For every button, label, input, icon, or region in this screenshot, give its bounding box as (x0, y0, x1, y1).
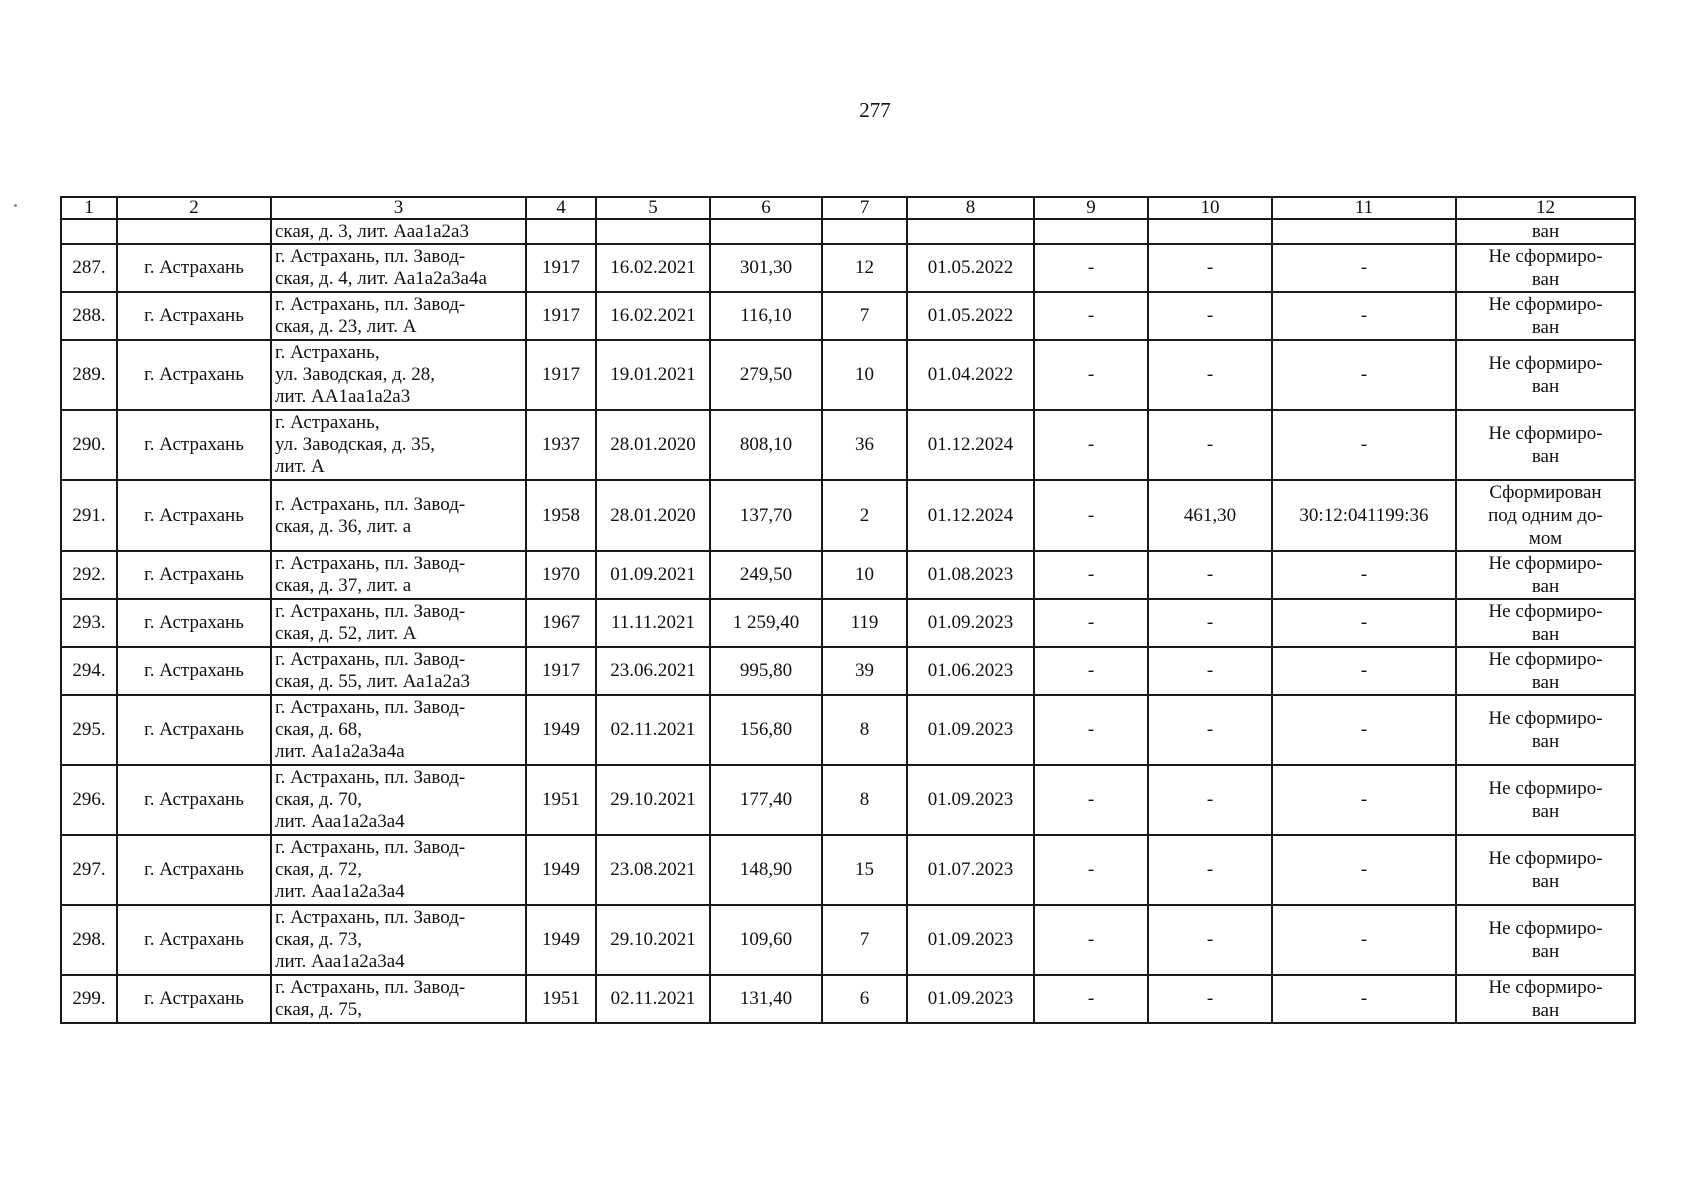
column-10-cell (1148, 219, 1272, 244)
column-10-cell: - (1148, 551, 1272, 599)
cadastral-number-cell: - (1272, 599, 1456, 647)
address-cell-line: г. Астрахань, пл. Завод- (275, 907, 466, 928)
year-cell: 1917 (526, 244, 596, 292)
cadastral-number-cell: - (1272, 410, 1456, 480)
status-cell-line: ван (1531, 801, 1560, 822)
address-cell-line: ская, д. 70, (275, 789, 362, 810)
planned-date-cell (907, 219, 1034, 244)
row-number: 287. (61, 244, 117, 292)
year-cell: 1970 (526, 551, 596, 599)
planned-date-cell: 01.09.2023 (907, 905, 1034, 975)
address-cell-line: г. Астрахань, пл. Завод- (275, 493, 466, 515)
residents-cell: 7 (822, 905, 907, 975)
area-cell: 279,50 (710, 340, 822, 410)
year-cell: 1949 (526, 695, 596, 765)
status-cell-line: ван (1531, 871, 1560, 892)
column-10-cell: - (1148, 835, 1272, 905)
area-cell: 249,50 (710, 551, 822, 599)
city-cell: г. Астрахань (117, 647, 271, 695)
recognition-date-cell: 23.06.2021 (596, 647, 710, 695)
address-cell-line: г. Астрахань, пл. Завод- (275, 767, 466, 788)
cadastral-number-cell: - (1272, 905, 1456, 975)
scan-mark (14, 204, 17, 207)
table-row (61, 480, 1635, 551)
status-cell-line: ван (1531, 446, 1560, 467)
address-cell-line: ская, д. 72, (275, 859, 362, 880)
city-cell: г. Астрахань (117, 480, 271, 551)
status-cell-line: ван (1531, 941, 1560, 962)
planned-date-cell: 01.09.2023 (907, 599, 1034, 647)
residents-cell: 39 (822, 647, 907, 695)
status-cell-line: мом (1528, 528, 1563, 549)
table-row (61, 551, 1635, 599)
row-number: 292. (61, 551, 117, 599)
row-number: 290. (61, 410, 117, 480)
status-cell (1456, 551, 1635, 599)
year-cell: 1949 (526, 905, 596, 975)
column-9-cell: - (1034, 244, 1148, 292)
city-cell: г. Астрахань (117, 765, 271, 835)
status-cell (1456, 410, 1635, 480)
city-cell: г. Астрахань (117, 244, 271, 292)
status-cell (1456, 765, 1635, 835)
address-cell (271, 340, 526, 410)
page-number: 277 (859, 98, 891, 122)
address-cell (271, 835, 526, 905)
status-cell-line: Не сформиро- (1488, 977, 1603, 998)
recognition-date-cell: 02.11.2021 (596, 695, 710, 765)
status-cell-line: Не сформиро- (1488, 553, 1603, 574)
year-cell: 1937 (526, 410, 596, 480)
table-row (61, 647, 1635, 695)
column-9-cell: - (1034, 599, 1148, 647)
status-cell-line: ван (1531, 624, 1560, 645)
residents-cell: 36 (822, 410, 907, 480)
address-cell-line: г. Астрахань, пл. Завод- (275, 977, 466, 998)
column-9-cell: - (1034, 410, 1148, 480)
recognition-date-cell: 28.01.2020 (596, 480, 710, 551)
column-9-cell: - (1034, 835, 1148, 905)
recognition-date-cell: 29.10.2021 (596, 905, 710, 975)
status-cell-line: ван (1531, 731, 1560, 752)
status-cell-line: под одним до- (1488, 505, 1603, 526)
address-cell (271, 292, 526, 340)
column-10-cell: - (1148, 410, 1272, 480)
column-9-cell: - (1034, 765, 1148, 835)
address-cell-line: ул. Заводская, д. 35, (275, 434, 436, 455)
status-cell-line: Не сформиро- (1488, 848, 1603, 869)
address-cell (271, 975, 526, 1023)
column-header: 1 (61, 197, 117, 219)
recognition-date-cell: 16.02.2021 (596, 292, 710, 340)
column-10-cell: - (1148, 292, 1272, 340)
year-cell: 1951 (526, 975, 596, 1023)
address-cell-line: ская, д. 36, лит. а (275, 515, 412, 537)
residents-cell: 10 (822, 551, 907, 599)
residents-cell: 2 (822, 480, 907, 551)
recognition-date-cell: 23.08.2021 (596, 835, 710, 905)
row-number (61, 219, 117, 244)
address-cell-line: ул. Заводская, д. 28, (275, 364, 436, 385)
row-number: 296. (61, 765, 117, 835)
status-cell (1456, 340, 1635, 410)
row-number: 298. (61, 905, 117, 975)
cadastral-number-cell: - (1272, 765, 1456, 835)
status-cell (1456, 647, 1635, 695)
year-cell (526, 219, 596, 244)
address-cell-line: г. Астрахань, (275, 412, 380, 433)
column-10-cell: - (1148, 695, 1272, 765)
column-header: 8 (907, 197, 1034, 219)
row-number: 288. (61, 292, 117, 340)
year-cell: 1951 (526, 765, 596, 835)
row-number: 291. (61, 480, 117, 551)
city-cell: г. Астрахань (117, 905, 271, 975)
area-cell: 137,70 (710, 480, 822, 551)
city-cell (117, 219, 271, 244)
table-row (61, 292, 1635, 340)
address-cell-line: г. Астрахань, пл. Завод- (275, 837, 466, 858)
recognition-date-cell: 29.10.2021 (596, 765, 710, 835)
status-cell (1456, 695, 1635, 765)
area-cell: 995,80 (710, 647, 822, 695)
address-cell-line: ская, д. 3, лит. Ааа1а2а3 (275, 220, 469, 242)
address-cell-line: лит. АА1аа1а2а3 (275, 386, 411, 407)
table-row (61, 975, 1635, 1023)
status-cell-line: Не сформиро- (1488, 778, 1603, 799)
address-cell (271, 410, 526, 480)
year-cell: 1958 (526, 480, 596, 551)
row-number: 289. (61, 340, 117, 410)
area-cell: 301,30 (710, 244, 822, 292)
table-row (61, 599, 1635, 647)
residents-cell: 8 (822, 695, 907, 765)
status-cell-line: ван (1531, 269, 1560, 290)
area-cell (710, 219, 822, 244)
status-cell-line: Не сформиро- (1488, 246, 1603, 267)
address-cell (271, 599, 526, 647)
area-cell: 116,10 (710, 292, 822, 340)
row-number: 293. (61, 599, 117, 647)
column-9-cell: - (1034, 551, 1148, 599)
status-cell-line: Не сформиро- (1488, 294, 1603, 315)
column-header: 11 (1272, 197, 1456, 219)
column-header: 6 (710, 197, 822, 219)
status-cell-line: ван (1531, 672, 1560, 693)
status-cell (1456, 599, 1635, 647)
column-10-cell: - (1148, 599, 1272, 647)
residents-cell: 15 (822, 835, 907, 905)
table-row (61, 695, 1635, 765)
table-row (61, 244, 1635, 292)
status-cell-line: ван (1531, 317, 1560, 338)
city-cell: г. Астрахань (117, 340, 271, 410)
column-10-cell: - (1148, 765, 1272, 835)
address-cell (271, 219, 526, 244)
address-cell-line: лит. Ааа1а2а3а4 (275, 811, 405, 832)
status-cell-line: ван (1531, 376, 1560, 397)
address-cell (271, 695, 526, 765)
column-header: 4 (526, 197, 596, 219)
row-number: 299. (61, 975, 117, 1023)
address-cell-line: г. Астрахань, пл. Завод- (275, 697, 466, 718)
year-cell: 1917 (526, 292, 596, 340)
table-row (61, 905, 1635, 975)
address-cell-line: лит. А (275, 456, 325, 477)
planned-date-cell: 01.12.2024 (907, 480, 1034, 551)
address-cell (271, 905, 526, 975)
city-cell: г. Астрахань (117, 292, 271, 340)
recognition-date-cell (596, 219, 710, 244)
planned-date-cell: 01.09.2023 (907, 765, 1034, 835)
address-cell-line: ская, д. 73, (275, 929, 362, 950)
column-number-header-row (61, 197, 1635, 219)
planned-date-cell: 01.08.2023 (907, 551, 1034, 599)
planned-date-cell: 01.09.2023 (907, 695, 1034, 765)
address-cell (271, 647, 526, 695)
column-9-cell: - (1034, 340, 1148, 410)
address-cell-line: лит. Ааа1а2а3а4 (275, 951, 405, 972)
column-9-cell: - (1034, 695, 1148, 765)
planned-date-cell: 01.07.2023 (907, 835, 1034, 905)
planned-date-cell: 01.05.2022 (907, 292, 1034, 340)
column-9-cell (1034, 219, 1148, 244)
address-cell-line: ская, д. 23, лит. А (275, 316, 417, 337)
area-cell: 1 259,40 (710, 599, 822, 647)
status-cell-line: Не сформиро- (1488, 708, 1603, 729)
column-header: 10 (1148, 197, 1272, 219)
recognition-date-cell: 16.02.2021 (596, 244, 710, 292)
address-cell (271, 244, 526, 292)
status-cell-line: ван (1531, 221, 1560, 242)
row-number: 297. (61, 835, 117, 905)
cadastral-number-cell: - (1272, 551, 1456, 599)
city-cell: г. Астрахань (117, 975, 271, 1023)
year-cell: 1967 (526, 599, 596, 647)
year-cell: 1917 (526, 647, 596, 695)
city-cell: г. Астрахань (117, 599, 271, 647)
column-header: 5 (596, 197, 710, 219)
address-cell (271, 551, 526, 599)
cadastral-number-cell: - (1272, 695, 1456, 765)
column-10-cell: - (1148, 647, 1272, 695)
table-row (61, 765, 1635, 835)
status-cell (1456, 480, 1635, 551)
planned-date-cell: 01.06.2023 (907, 647, 1034, 695)
address-cell-line: г. Астрахань, (275, 342, 380, 363)
address-cell-line: г. Астрахань, пл. Завод- (275, 649, 466, 670)
cadastral-number-cell: - (1272, 292, 1456, 340)
status-cell-line: Не сформиро- (1488, 918, 1603, 939)
residents-cell (822, 219, 907, 244)
column-9-cell: - (1034, 975, 1148, 1023)
column-10-cell: - (1148, 244, 1272, 292)
table-row (61, 219, 1635, 244)
residents-cell: 12 (822, 244, 907, 292)
address-cell-line: г. Астрахань, пл. Завод- (275, 601, 466, 622)
recognition-date-cell: 01.09.2021 (596, 551, 710, 599)
status-cell-line: Не сформиро- (1488, 601, 1603, 622)
address-cell-line: ская, д. 68, (275, 719, 362, 740)
residents-cell: 7 (822, 292, 907, 340)
column-10-cell: - (1148, 905, 1272, 975)
address-cell-line: г. Астрахань, пл. Завод- (275, 294, 466, 315)
year-cell: 1949 (526, 835, 596, 905)
address-cell-line: г. Астрахань, пл. Завод- (275, 553, 466, 574)
address-cell (271, 480, 526, 551)
address-cell-line: г. Астрахань, пл. Завод- (275, 246, 466, 267)
residents-cell: 10 (822, 340, 907, 410)
area-cell: 156,80 (710, 695, 822, 765)
recognition-date-cell: 02.11.2021 (596, 975, 710, 1023)
residents-cell: 119 (822, 599, 907, 647)
status-cell-line: ван (1531, 1000, 1560, 1021)
residents-cell: 6 (822, 975, 907, 1023)
row-number: 294. (61, 647, 117, 695)
column-10-cell: - (1148, 340, 1272, 410)
cadastral-number-cell (1272, 219, 1456, 244)
status-cell (1456, 292, 1635, 340)
cadastral-number-cell: - (1272, 835, 1456, 905)
year-cell: 1917 (526, 340, 596, 410)
status-cell-line: Не сформиро- (1488, 423, 1603, 444)
column-9-cell: - (1034, 905, 1148, 975)
city-cell: г. Астрахань (117, 551, 271, 599)
column-header: 7 (822, 197, 907, 219)
address-cell-line: ская, д. 4, лит. Аа1а2а3а4а (275, 268, 487, 289)
recognition-date-cell: 11.11.2021 (596, 599, 710, 647)
column-header: 2 (117, 197, 271, 219)
address-cell-line: ская, д. 52, лит. А (275, 623, 417, 644)
registry-table (60, 196, 1636, 1024)
column-9-cell: - (1034, 480, 1148, 551)
recognition-date-cell: 19.01.2021 (596, 340, 710, 410)
address-cell-line: ская, д. 37, лит. а (275, 575, 412, 596)
row-number: 295. (61, 695, 117, 765)
area-cell: 808,10 (710, 410, 822, 480)
status-cell (1456, 835, 1635, 905)
address-cell-line: лит. Аа1а2а3а4а (275, 741, 405, 762)
address-cell-line: лит. Ааа1а2а3а4 (275, 881, 405, 902)
city-cell: г. Астрахань (117, 410, 271, 480)
area-cell: 131,40 (710, 975, 822, 1023)
planned-date-cell: 01.04.2022 (907, 340, 1034, 410)
status-cell (1456, 975, 1635, 1023)
status-cell (1456, 219, 1635, 244)
column-header: 12 (1456, 197, 1635, 219)
cadastral-number-cell: - (1272, 340, 1456, 410)
table-row (61, 340, 1635, 410)
cadastral-number-cell: - (1272, 647, 1456, 695)
area-cell: 177,40 (710, 765, 822, 835)
planned-date-cell: 01.05.2022 (907, 244, 1034, 292)
recognition-date-cell: 28.01.2020 (596, 410, 710, 480)
address-cell (271, 765, 526, 835)
city-cell: г. Астрахань (117, 835, 271, 905)
area-cell: 148,90 (710, 835, 822, 905)
column-10-cell: - (1148, 975, 1272, 1023)
column-9-cell: - (1034, 647, 1148, 695)
status-cell-line: Не сформиро- (1488, 353, 1603, 374)
column-9-cell: - (1034, 292, 1148, 340)
status-cell-line: ван (1531, 576, 1560, 597)
column-header: 3 (271, 197, 526, 219)
area-cell: 109,60 (710, 905, 822, 975)
column-10-cell: 461,30 (1148, 480, 1272, 551)
city-cell: г. Астрахань (117, 695, 271, 765)
column-header: 9 (1034, 197, 1148, 219)
status-cell (1456, 905, 1635, 975)
planned-date-cell: 01.09.2023 (907, 975, 1034, 1023)
cadastral-number-cell: - (1272, 244, 1456, 292)
status-cell (1456, 244, 1635, 292)
status-cell-line: Сформирован (1489, 482, 1602, 503)
cadastral-number-cell: - (1272, 975, 1456, 1023)
status-cell-line: Не сформиро- (1488, 649, 1603, 670)
table-row (61, 410, 1635, 480)
residents-cell: 8 (822, 765, 907, 835)
address-cell-line: ская, д. 75, (275, 999, 362, 1020)
table-row (61, 835, 1635, 905)
address-cell-line: ская, д. 55, лит. Аа1а2а3 (275, 671, 471, 692)
cadastral-number-cell: 30:12:041199:36 (1272, 480, 1456, 551)
planned-date-cell: 01.12.2024 (907, 410, 1034, 480)
